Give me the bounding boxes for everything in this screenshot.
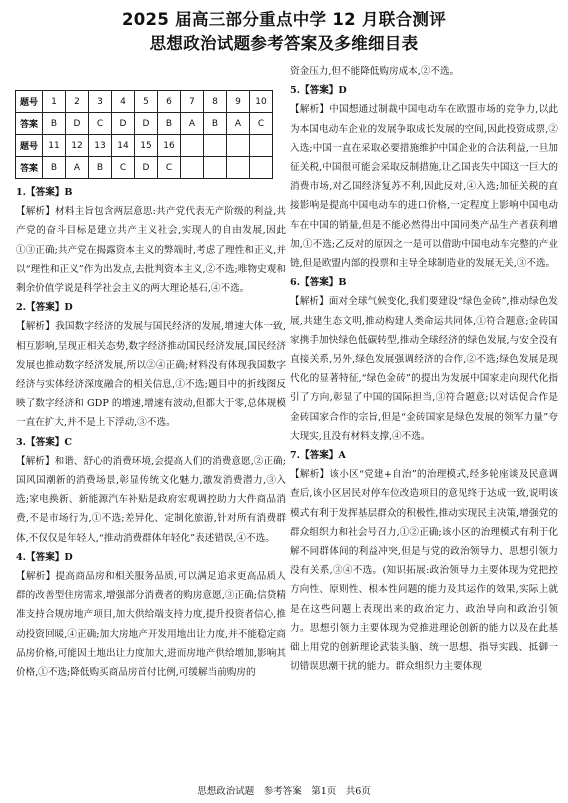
table-cell: D: [135, 113, 158, 135]
table-cell: D: [135, 157, 158, 179]
table-cell: [181, 135, 204, 157]
table-cell: 3: [89, 91, 112, 113]
answer-heading: 6.【答案】B: [290, 277, 347, 289]
table-cell: 14: [112, 135, 135, 157]
table-cell-label: 答案: [16, 113, 43, 135]
table-cell: [227, 157, 250, 179]
table-cell: B: [43, 157, 66, 179]
explanation-paragraph: 【解析】提高商品房和相关服务品质,可以满足追求更高品质人群的改善型住房需求,增强部分消费者的购房意愿,③正确;信贷精准支持合规房地产项目,加大供给端支持力度,提升投资者信心,推动投资回暖,④正确;加大房地产开发用地出让力度,并不能稳定商品房价格,可能因土地出让力度加大,进而房地产供给增加,影响其价格,①不选;降低购买商品房首付比例,可缓解当前购房的: [16, 571, 286, 679]
table-cell: C: [158, 157, 181, 179]
table-cell: C: [250, 113, 273, 135]
answer-table: [15, 90, 273, 179]
table-cell: [227, 135, 250, 157]
table-cell: B: [43, 113, 66, 135]
table-cell-label: 题号: [16, 91, 43, 113]
explanation-paragraph: 资金压力,但不能降低购房成本,②不选。: [290, 66, 460, 77]
answer-heading: 5.【答案】D: [290, 85, 347, 97]
explanation-paragraph: 【解析】该小区“党建+自治”的治理模式,经多轮座谈及民意调查后,该小区居民对停车位改造项目的意见终于达成一致,说明该模式有利于发挥基层群众的积极性,推动实现民主决策,增强党的群众组织力和社会号召力,①②正确;该小区的治理模式有利于化解不同群体间的利益冲突,但是与党的政治领导力、思想引领力没有关系,③④不选。(知识拓展:政治领导力主要体现为党把控方向性、原则性、根本性问题的能力及其运作的效果,实际上就是在这些问题上表现出来的政治定力、政治导向和政治引领力。思想引领力主要体现为党推进理论创新的能力以及在此基础上用党的创新理论武装头脑、统一思想、指导实践、抵御一切错误思潮干扰的能力。群众组织力主要体现: [290, 469, 558, 673]
table-cell: C: [112, 157, 135, 179]
left-column: [16, 183, 286, 682]
answer-table-row-answers: [16, 157, 273, 179]
table-cell: [204, 157, 227, 179]
table-cell-label: 题号: [16, 135, 43, 157]
answer-table-row-numbers: [16, 135, 273, 157]
answer-heading: 2.【答案】D: [16, 302, 73, 314]
table-cell: [204, 135, 227, 157]
explanation-paragraph: 【解析】和谐、舒心的消费环境,会提高人们的消费意愿,②正确;国风国潮新的消费场景,彰显传统文化魅力,激发消费潜力,③入选;家电换新、新能源汽车补贴是政府宏观调控助力大件商品消费,不是市场行为,①不选;差异化、定制化旅游,针对所有消费群体,不仅仅是年轻人,“推动消费群体年轻化”表述错误,④不选。: [16, 455, 286, 544]
table-cell: 1: [43, 91, 66, 113]
table-cell: 5: [135, 91, 158, 113]
table-cell: 7: [181, 91, 204, 113]
table-cell-label: 答案: [16, 157, 43, 179]
table-cell: 12: [66, 135, 89, 157]
table-cell: 2: [66, 91, 89, 113]
answer-heading: 3.【答案】C: [16, 436, 73, 448]
table-cell: [181, 157, 204, 179]
table-cell: A: [181, 113, 204, 135]
table-cell: 13: [89, 135, 112, 157]
table-cell: C: [89, 113, 112, 135]
answer-table-row-answers: [16, 113, 273, 135]
table-cell: 8: [204, 91, 227, 113]
answer-heading: 7.【答案】A: [290, 450, 346, 462]
right-column: [290, 62, 558, 677]
table-cell: 10: [250, 91, 273, 113]
table-cell: A: [66, 157, 89, 179]
page-footer: 思想政治试题 参考答案 第1页 共6页: [197, 786, 371, 797]
explanation-paragraph: 【解析】我国数字经济的发展与国民经济的发展,增速大体一致,相互影响,呈现正相关态势,数字经济推动国民经济发展,国民经济发展也推动数字经济发展,所以②④正确;材料没有体现我国数字经济与实体经济深度融合的相关信息,①不选;题目中的折线图反映了数字经济和 GDP 的增速,增速有波动,但都大于零,总体规模一直在扩大,并不是上下浮动,③不选。: [16, 321, 286, 429]
table-cell: A: [227, 113, 250, 135]
table-cell: 6: [158, 91, 181, 113]
table-cell: B: [204, 113, 227, 135]
explanation-paragraph: 【解析】材料主旨包含两层意思:共产党代表无产阶级的利益,共产党的奋斗目标是建立共产主义社会,实现人的自由发展,因此①③正确;共产党在揭露资本主义的弊端时,考虑了理性和正义,并以“理性和正义”作为出发点,去批判资本主义,②不选;唯物史观和剩余价值学说是科学社会主义的两大理论基石,④不选。: [16, 206, 286, 295]
table-cell: 11: [43, 135, 66, 157]
answer-heading: 1.【答案】B: [16, 187, 73, 198]
table-cell: B: [89, 157, 112, 179]
explanation-paragraph: 【解析】面对全球气候变化,我们要建设“绿色金砖”,推动绿色发展,共建生态文明,推动构建人类命运共同体,①符合题意;金砖国家携手加快绿色低碳转型,推动全球经济的绿色发展,与安全没有直接关系,另外,绿色发展强调经济的合作,②不选;绿色发展是现代化的显著特征,“绿色金砖”的提出为发展中国家走向现代化指引了方向,彰显了中国的国际担当,③符合题意;以对话促合作是金砖国家合作的宗旨,但是“金砖国家是绿色发展的领军力量”夸大现实,且没有材料支撑,④不选。: [290, 296, 558, 442]
table-cell: D: [112, 113, 135, 135]
explanation-paragraph: 【解析】中国想通过制裁中国电动车在欧盟市场的竞争力,以此为本国电动车企业的发展争取成长发展的空间,因此投资成票,②入选;中国一直在采取必要措施维护中国企业的合法利益,一旦加征关税,中国很可能会采取反制措施,让乙国丧失中国这一巨大的消费市场,对乙国经济复苏不利,因此反对,④入选;加征关税的直接影响是提高中国电动车的进口价格,一定程度上影响中国电动车在中国的销量,但是不能必然得出中国同类产品生产者获利增加,①不选;乙反对的原因之一是可以借助中国电动车完整的产业链,但是欧盟内部的投票和主导全球制造业的发展无关,③不选。: [290, 104, 558, 270]
document-title-line-2: 思想政治试题参考答案及多维细目表: [149, 34, 419, 53]
table-cell: D: [66, 113, 89, 135]
document-title-line-1: 2025 届高三部分重点中学 12 月联合测评: [121, 10, 447, 29]
table-cell: [250, 135, 273, 157]
answer-heading: 4.【答案】D: [16, 551, 73, 563]
table-cell: 16: [158, 135, 181, 157]
table-cell: 15: [135, 135, 158, 157]
table-cell: 9: [227, 91, 250, 113]
table-cell: 4: [112, 91, 135, 113]
answer-table-row-numbers: [16, 91, 273, 113]
table-cell: [250, 157, 273, 179]
table-cell: B: [158, 113, 181, 135]
